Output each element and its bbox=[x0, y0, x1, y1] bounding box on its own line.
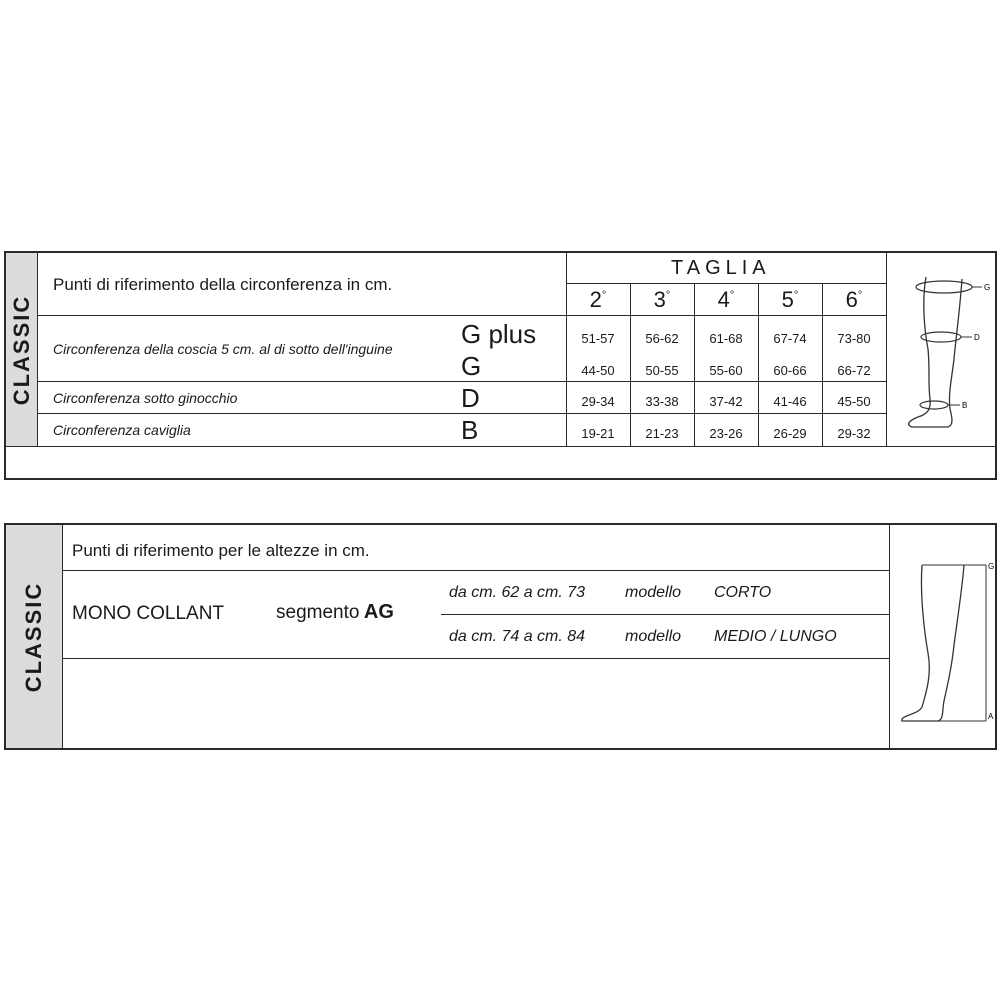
diagram-label-g: G bbox=[988, 562, 995, 571]
row-letter-d: D bbox=[461, 383, 480, 413]
cell-gplus-3: 56-62 bbox=[645, 331, 679, 346]
circumference-panel bbox=[4, 251, 997, 480]
cell-gplus-4: 61-68 bbox=[709, 331, 743, 346]
row-letter-b: B bbox=[461, 415, 479, 445]
segment-label: segmento AG bbox=[276, 601, 394, 623]
cell-g-3: 50-55 bbox=[645, 363, 679, 378]
side-label: CLASSIC bbox=[8, 294, 34, 405]
row-label-knee: Circonferenza sotto ginocchio bbox=[53, 390, 238, 406]
diagram-label-b: B bbox=[962, 401, 968, 410]
cell-g-4: 55-60 bbox=[709, 363, 743, 378]
cell-gplus-5: 67-74 bbox=[773, 331, 807, 346]
cell-b-3: 21-23 bbox=[645, 426, 679, 441]
cell-b-5: 26-29 bbox=[773, 426, 807, 441]
diagram-label-a: A bbox=[988, 712, 994, 721]
option-range: da cm. 62 a cm. 73 bbox=[449, 584, 586, 601]
cell-gplus-6: 73-80 bbox=[837, 331, 871, 346]
size-title: TAGLIA bbox=[671, 257, 771, 279]
panel-side-strip bbox=[6, 253, 38, 446]
size-header: 6° bbox=[845, 287, 863, 312]
cell-b-6: 29-32 bbox=[837, 426, 871, 441]
cell-d-4: 37-42 bbox=[709, 394, 743, 409]
size-header: 5° bbox=[781, 287, 799, 312]
option-model-label: modello bbox=[625, 584, 682, 601]
panel-side-strip bbox=[6, 525, 63, 748]
cell-d-5: 41-46 bbox=[773, 394, 807, 409]
cell-g-6: 66-72 bbox=[837, 363, 871, 378]
side-label: CLASSIC bbox=[21, 581, 46, 692]
cell-b-2: 19-21 bbox=[581, 426, 615, 441]
cell-d-6: 45-50 bbox=[837, 394, 871, 409]
option-model-label: modello bbox=[625, 628, 682, 645]
option-model: CORTO bbox=[714, 584, 772, 601]
leg-height-icon bbox=[892, 535, 996, 741]
size-header: 2° bbox=[589, 287, 607, 312]
row-label-thigh: Circonferenza della coscia 5 cm. al di sotto dell'inguine bbox=[53, 341, 393, 357]
diagram-label-g: G bbox=[984, 283, 991, 292]
option-range: da cm. 74 a cm. 84 bbox=[449, 628, 586, 645]
diagram-label-d: D bbox=[974, 333, 980, 342]
row-letter-g: G bbox=[461, 351, 482, 381]
product-name: MONO COLLANT bbox=[72, 603, 225, 624]
option-model: MEDIO / LUNGO bbox=[714, 628, 837, 645]
row-label-ankle: Circonferenza caviglia bbox=[53, 422, 191, 438]
size-header: 4° bbox=[717, 287, 735, 312]
cell-g-2: 44-50 bbox=[581, 363, 615, 378]
cell-g-5: 60-66 bbox=[773, 363, 807, 378]
segment-code: AG bbox=[363, 601, 394, 623]
row-letter-gplus: G plus bbox=[461, 319, 537, 349]
panel-header: Punti di riferimento della circonferenza in cm. bbox=[53, 275, 393, 294]
panel-header: Punti di riferimento per le altezze in cm. bbox=[72, 541, 370, 560]
size-header: 3° bbox=[653, 287, 671, 312]
cell-d-2: 29-34 bbox=[581, 394, 615, 409]
cell-gplus-2: 51-57 bbox=[581, 331, 615, 346]
height-panel bbox=[4, 523, 997, 750]
leg-circumference-icon bbox=[888, 259, 996, 445]
cell-b-4: 23-26 bbox=[709, 426, 743, 441]
cell-d-3: 33-38 bbox=[645, 394, 679, 409]
